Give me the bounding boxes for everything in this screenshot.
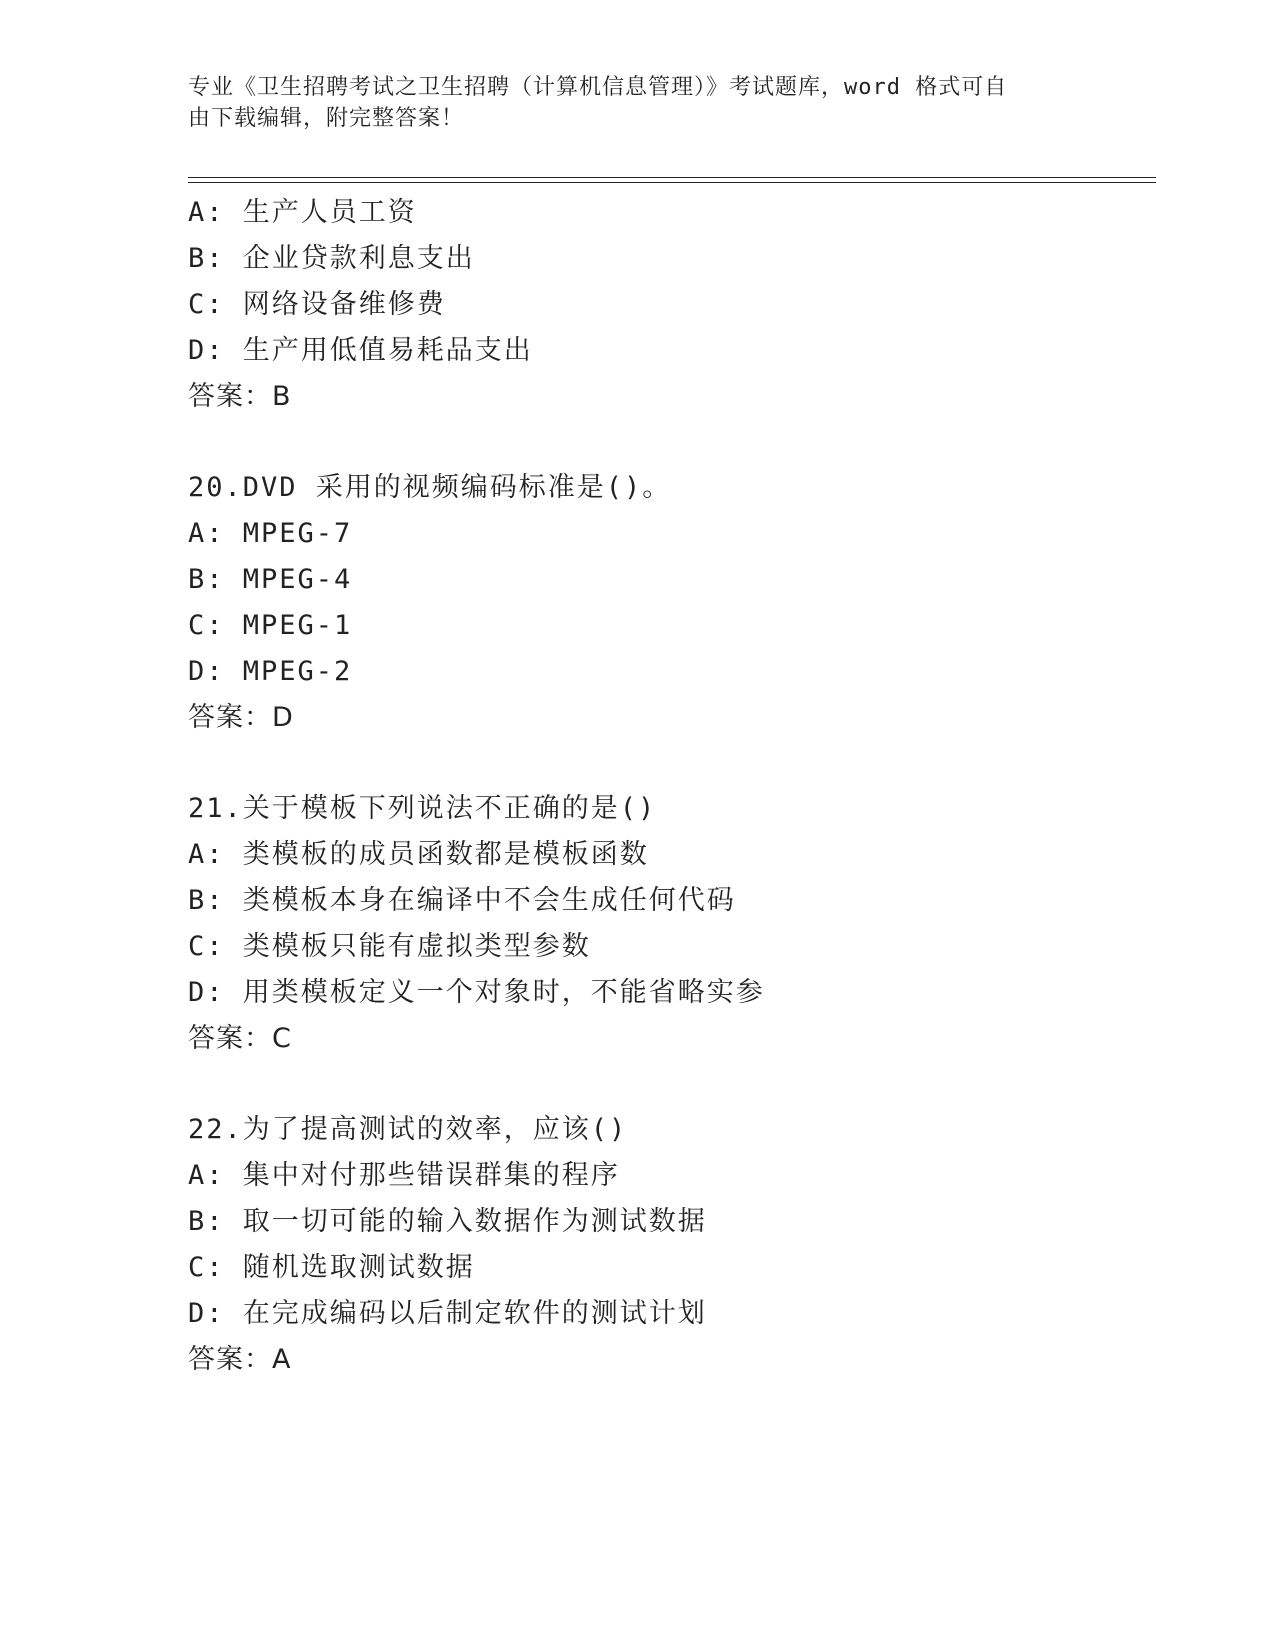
document-header <box>188 72 1068 134</box>
header-line-2: 由下载编辑，附完整答案！ <box>188 106 465 131</box>
answer-line: 答案：D <box>188 702 294 733</box>
question-text: 22.为了提高测试的效率，应该() <box>188 1114 628 1145</box>
option-c: C: MPEG-1 <box>188 610 353 641</box>
option-a: A: 集中对付那些错误群集的程序 <box>188 1160 620 1191</box>
spacer <box>188 741 1148 786</box>
option-d: D: 生产用低值易耗品支出 <box>188 335 533 366</box>
question-21 <box>188 786 1148 1062</box>
question-22 <box>188 1107 1148 1383</box>
question-text: 21.关于模板下列说法不正确的是() <box>188 793 657 824</box>
question-19 <box>188 190 1148 420</box>
option-a: A: 类模板的成员函数都是模板函数 <box>188 839 649 870</box>
header-divider-bottom <box>188 182 1156 183</box>
option-c: C: 类模板只能有虚拟类型参数 <box>188 931 591 962</box>
option-c: C: 网络设备维修费 <box>188 289 446 320</box>
option-b: B: 企业贷款利息支出 <box>188 243 475 274</box>
option-d: D: 用类模板定义一个对象时，不能省略实参 <box>188 977 765 1008</box>
answer-line: 答案：A <box>188 1344 292 1375</box>
option-b: B: 类模板本身在编译中不会生成任何代码 <box>188 885 736 916</box>
option-a: A: 生产人员工资 <box>188 197 417 228</box>
option-a: A: MPEG-7 <box>188 518 353 549</box>
question-list <box>188 190 1148 1383</box>
answer-line: 答案：C <box>188 1023 292 1054</box>
option-d: D: 在完成编码以后制定软件的测试计划 <box>188 1298 707 1329</box>
header-divider-top <box>188 177 1156 178</box>
option-c: C: 随机选取测试数据 <box>188 1252 475 1283</box>
option-d: D: MPEG-2 <box>188 656 353 687</box>
option-b: B: MPEG-4 <box>188 564 353 595</box>
question-20 <box>188 465 1148 741</box>
option-b: B: 取一切可能的输入数据作为测试数据 <box>188 1206 707 1237</box>
answer-line: 答案：B <box>188 381 292 412</box>
spacer <box>188 420 1148 465</box>
header-line-1: 专业《卫生招聘考试之卫生招聘（计算机信息管理）》考试题库，word 格式可自 <box>188 75 1008 100</box>
question-text: 20.DVD 采用的视频编码标准是()。 <box>188 472 672 503</box>
spacer <box>188 1062 1148 1107</box>
